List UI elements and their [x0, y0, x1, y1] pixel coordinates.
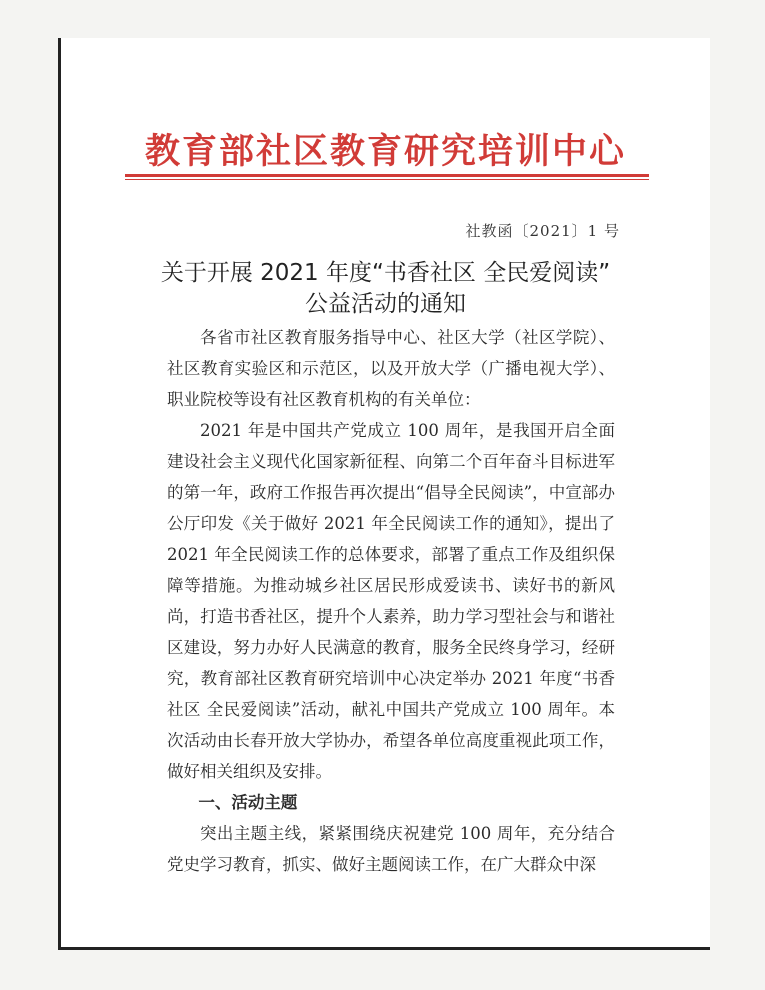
- salutation: 各省市社区教育服务指导中心、社区大学（社区学院）、社区教育实验区和示范区，以及开放大学（广播电视大学）、职业院校等设有社区教育机构的有关单位：: [167, 328, 615, 409]
- notice-title-line1: 关于开展 2021 年度“书香社区 全民爱阅读”: [160, 260, 611, 286]
- notice-body: [167, 322, 615, 880]
- notice-title: [61, 258, 710, 320]
- paragraph-1: 2021 年是中国共产党成立 100 周年，是我国开启全面建设社会主义现代化国家新征程、向第二个百年奋斗目标进军的第一年，政府工作报告再次提出“倡导全民阅读”，中宣部办公厅印发《关于做好 2021 年全民阅读工作的通知》，提出了 2021 年全民阅读工作的总体要求，部署了重点工作及组织保障等措施。为推动城乡社区居民形成爱读书、读好书的新风尚，打造书香社区，提升个人素养，助力学习型社会与和谐社区建设，努力办好人民满意的教育，服务全民终身学习，经研究，教育部社区教育研究培训中心决定举办 2021 年度“书香社区 全民爱阅读”活动，献礼中国共产党成立 100 周年。本次活动由长春开放大学协办，希望各单位高度重视此项工作，做好相关组织及安排。: [167, 421, 615, 781]
- letterhead-organization: 教育部社区教育研究培训中心: [144, 131, 626, 172]
- letterhead-red-rule: [125, 174, 649, 177]
- section-1-heading: 一、活动主题: [198, 793, 298, 812]
- document-page: [58, 38, 710, 950]
- section-1-text: 突出主题主线，紧紧围绕庆祝建党 100 周年，充分结合党史学习教育，抓实、做好主题阅读工作，在广大群众中深: [167, 824, 615, 874]
- notice-title-line2: 公益活动的通知: [305, 291, 466, 317]
- letterhead-red-rule-thin: [125, 179, 649, 180]
- document-number: 社教函〔2021〕1 号: [465, 222, 620, 240]
